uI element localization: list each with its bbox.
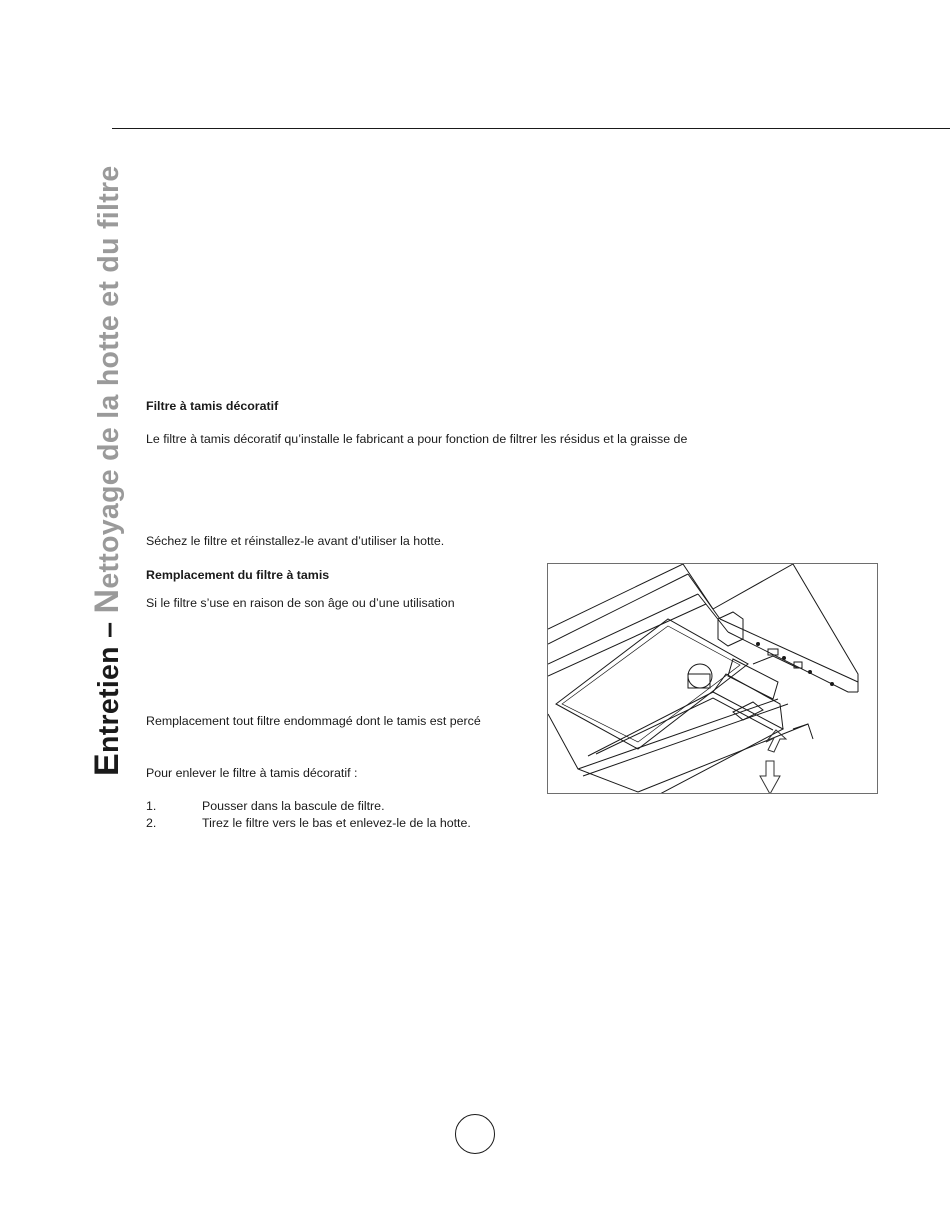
section1-heading: Filtre à tamis décoratif [146,399,279,413]
title-part2: ettoyage de la hotte et du filtre [93,165,125,589]
filter-removal-illustration [547,563,878,794]
header-rule [112,128,950,129]
title-part1-initial: E [88,753,126,776]
title-part1: ntretien – [93,613,125,754]
remove-intro: Pour enlever le filtre à tamis décoratif : [146,766,358,780]
step-2-text: Tirez le filtre vers le bas et enlevez-le de la hotte. [202,816,471,830]
section2-paragraph: Si le filtre s’use en raison de son âge ou d’une utilisation [146,596,455,610]
page-number-circle [455,1114,495,1154]
title-part2-initial: N [88,588,126,614]
dry-note: Séchez le filtre et réinstallez-le avant d’utiliser la hotte. [146,534,445,548]
section1-paragraph: Le filtre à tamis décoratif qu’installe le fabricant a pour fonction de filtrer les résidus et la graisse de [146,432,688,446]
side-section-title [90,165,124,776]
step-1-text: Pousser dans la bascule de filtre. [202,799,385,813]
step-2-number: 2. [146,816,157,830]
hood-filter-drawing [548,564,878,794]
section2-heading: Remplacement du filtre à tamis [146,568,330,582]
step-1-number: 1. [146,799,157,813]
replace-note: Remplacement tout filtre endommagé dont le tamis est percé [146,714,481,728]
